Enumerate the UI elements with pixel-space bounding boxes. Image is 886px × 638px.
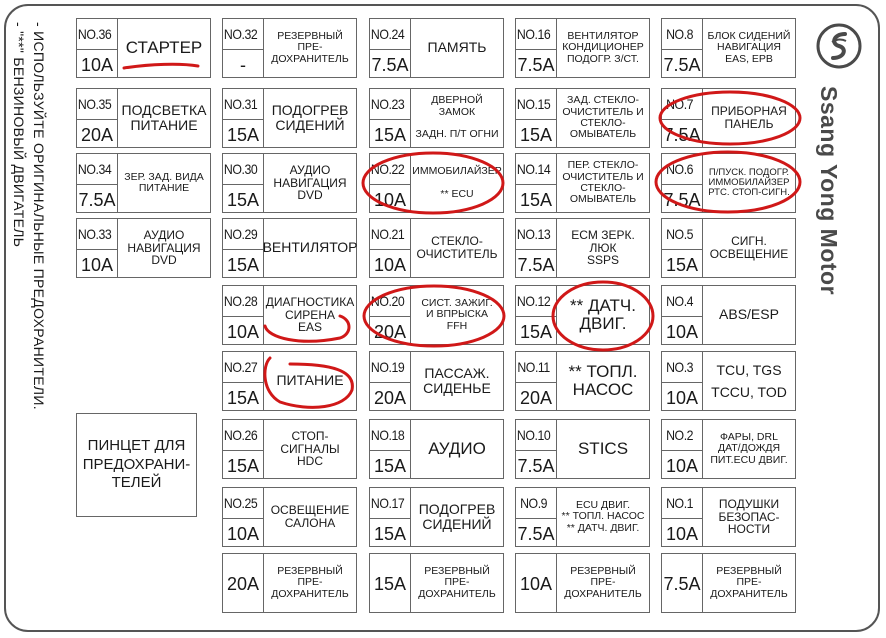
fuse-description: АУДИО: [428, 438, 486, 458]
fuse-amperage: 10A: [370, 184, 410, 214]
fuse-23: [369, 88, 504, 148]
fuse-amperage: 7.5A: [662, 49, 702, 79]
fuse-amperage: 15A: [370, 450, 410, 480]
fuse-17: [369, 487, 504, 547]
fuse-description: ПОДУШКИ БЕЗОПАС- НОСТИ: [718, 496, 780, 537]
fuse-12: [515, 285, 650, 345]
fuse-1: [661, 487, 796, 547]
fuse-description: ЗАД. СТЕКЛО- ОЧИСТИТЕЛЬ И СТЕКЛО- ОМЫВАТЕЛЬ: [562, 94, 644, 141]
fuse-number: NO.7: [666, 96, 694, 112]
fuse-number: NO.18: [370, 427, 405, 443]
fuse-description: ФАРЫ, DRL ДАТ/ДОЖДЯ ПИТ.ECU ДВИГ.: [710, 431, 788, 466]
fuse-description: ECU ДВИГ. ** ТОПЛ. НАСОС ** ДАТЧ. ДВИГ.: [561, 499, 645, 534]
fuse-27: [222, 351, 357, 411]
fuse-amperage: 10A: [519, 574, 553, 594]
fuse-6: [661, 153, 796, 213]
fuse-amperage: 15A: [516, 316, 556, 346]
fuse-number: NO.29: [223, 226, 258, 242]
fuse-16: [515, 18, 650, 78]
fuse-number: NO.35: [77, 96, 112, 112]
fuse-number: NO.9: [520, 495, 548, 511]
fuse-number: NO.11: [517, 359, 550, 375]
fuse-11: [515, 351, 650, 411]
fuse-amperage: 15A: [373, 574, 407, 594]
fuse-number: NO.24: [370, 26, 405, 42]
fuse-number: NO.6: [666, 161, 694, 177]
fuse-36: [76, 18, 211, 78]
fuse-description: РЕЗЕРВНЫЙ ПРЕ- ДОХРАНИТЕЛЬ: [418, 565, 496, 600]
fuse-number: NO.12: [516, 293, 551, 309]
fuse-amperage: 15A: [223, 450, 263, 480]
fuse-14: [515, 153, 650, 213]
fuse-description: АУДИО НАВИГАЦИЯ DVD: [127, 227, 201, 268]
fuse-amperage: 15A: [223, 119, 263, 149]
fuse-amperage: 20A: [370, 382, 410, 412]
fuse-description: СТАРТЕР: [125, 37, 203, 57]
fuse-description: СТЕКЛО- ОЧИСТИТЕЛЬ: [416, 234, 498, 261]
fuse-description: ДВЕРНОЙ ЗАМОК ЗАДН. П/Т ОГНИ: [415, 94, 499, 141]
fuse-description: РЕЗЕРВНЫЙ ПРЕ- ДОХРАНИТЕЛЬ: [564, 565, 642, 600]
fuse-tweezer-slot: ПИНЦЕТ ДЛЯ ПРЕДОХРАНИ- ТЕЛЕЙ: [76, 413, 197, 517]
fuse-number: NO.33: [77, 226, 112, 242]
fuse-5: [661, 218, 796, 278]
fuse-amperage: 7.5A: [662, 119, 702, 149]
fuse-number: NO.16: [516, 26, 551, 42]
gasoline-engine-note: - "**" БЕНЗИНОВЫЙ ДВИГАТЕЛЬ: [11, 22, 27, 248]
fuse-number: NO.27: [223, 359, 258, 375]
fuse-32: [222, 18, 357, 78]
fuse-description: ПАМЯТЬ: [427, 39, 487, 56]
fuse-description: СИСТ. ЗАЖИГ. И ВПРЫСКА FFH: [421, 297, 493, 332]
fuse-amperage: 7.5A: [516, 249, 556, 279]
fuse-26: [222, 419, 357, 479]
fuse-amperage: 10A: [662, 316, 702, 346]
original-fuses-note: - ИСПОЛЬЗУЙТЕ ОРИГИНАЛЬНЫЕ ПРЕДОХРАНИТЕЛИ.: [31, 22, 47, 410]
fuse-28: [222, 285, 357, 345]
fuse-description: ПАССАЖ. СИДЕНЬЕ: [423, 364, 491, 396]
fuse-amperage: 15A: [223, 382, 263, 412]
fuse-amperage: 20A: [370, 316, 410, 346]
fuse-number: NO.31: [223, 96, 258, 112]
spare-fuse-15a: [369, 553, 504, 613]
fuse-number: NO.2: [666, 427, 694, 443]
fuse-15: [515, 88, 650, 148]
fuse-amperage: 15A: [516, 119, 556, 149]
spare-fuse-7-5a: [661, 553, 796, 613]
fuse-amperage: 20A: [226, 574, 260, 594]
fuse-description: П/ПУСК. ПОДОГР. ИММОБИЛАЙЗЕР РТС. СТОП-СИГН.: [708, 166, 790, 199]
spare-fuse-10a: [515, 553, 650, 613]
fuse-amperage: 10A: [662, 518, 702, 548]
fuse-description: ПОДОГРЕВ СИДЕНИЙ: [271, 101, 349, 133]
fuse-amperage: 15A: [370, 119, 410, 149]
fuse-31: [222, 88, 357, 148]
fuse-amperage: 7.5A: [663, 574, 701, 594]
fuse-description: РЕЗЕРВНЫЙ ПРЕ- ДОХРАНИТЕЛЬ: [271, 30, 349, 65]
fuse-description: СИГН. ОСВЕЩЕНИЕ: [709, 234, 789, 261]
fuse-amperage: 15A: [662, 249, 702, 279]
fuse-7: [661, 88, 796, 148]
fuse-number: NO.13: [516, 226, 551, 242]
fuse-amperage: 10A: [662, 450, 702, 480]
fuse-21: [369, 218, 504, 278]
fuse-description: РЕЗЕРВНЫЙ ПРЕ- ДОХРАНИТЕЛЬ: [710, 565, 788, 600]
fuse-number: NO.36: [77, 26, 112, 42]
fuse-description: ПОДСВЕТКА ПИТАНИЕ: [121, 101, 207, 133]
fuse-amperage: 7.5A: [370, 49, 410, 79]
fuse-amperage: 10A: [77, 49, 117, 79]
fuse-number: NO.26: [223, 427, 258, 443]
fuse-amperage: 15A: [223, 249, 263, 279]
fuse-amperage: 10A: [223, 518, 263, 548]
fuse-amperage: 10A: [662, 382, 702, 412]
fuse-description: ** ДАТЧ. ДВИГ.: [570, 295, 636, 333]
fuse-30: [222, 153, 357, 213]
fuse-34: [76, 153, 211, 213]
fuse-number: NO.34: [77, 161, 112, 177]
fuse-number: NO.8: [666, 26, 694, 42]
fuse-amperage: 15A: [223, 184, 263, 214]
fuse-number: NO.32: [223, 26, 258, 42]
fuse-description: ДИАГНОСТИКА СИРЕНА EAS: [265, 294, 355, 335]
fuse-description: ВЕНТИЛЯТОР КОНДИЦИОНЕР ПОДОГР. З/СТ.: [562, 30, 644, 65]
fuse-description: ОСВЕЩЕНИЕ САЛОНА: [270, 503, 350, 530]
fuse-number: NO.4: [666, 293, 694, 309]
fuse-number: NO.22: [370, 161, 405, 177]
fuse-29: [222, 218, 357, 278]
fuse-description: ЗЕР. ЗАД. ВИДА ПИТАНИЕ: [124, 170, 204, 194]
fuse-20: [369, 285, 504, 345]
fuse-description: ПЕР. СТЕКЛО- ОЧИСТИТЕЛЬ И СТЕКЛО- ОМЫВАТЕЛЬ: [562, 159, 644, 206]
fuse-22: [369, 153, 504, 213]
fuse-number: NO.15: [516, 96, 551, 112]
fuse-number: NO.30: [223, 161, 258, 177]
fuse-25: [222, 487, 357, 547]
fuse-amperage: 10A: [370, 249, 410, 279]
fuse-amperage: 7.5A: [662, 184, 702, 214]
fuse-amperage: 7.5A: [516, 49, 556, 79]
fuse-description: СТОП-СИГНАЛЫ HDC: [280, 428, 340, 469]
fuse-description: ПОДОГРЕВ СИДЕНИЙ: [418, 500, 496, 532]
fuse-amperage: 20A: [77, 119, 117, 149]
fuse-10: [515, 419, 650, 479]
fuse-description: STICS: [577, 438, 629, 458]
fuse-number: NO.25: [223, 495, 258, 511]
fuse-amperage: 15A: [370, 518, 410, 548]
fuse-24: [369, 18, 504, 78]
fuse-description: АУДИО НАВИГАЦИЯ DVD: [273, 162, 347, 203]
fuse-number: NO.14: [516, 161, 551, 177]
fuse-number: NO.21: [370, 226, 405, 242]
fuse-description: БЛОК СИДЕНИЙ НАВИГАЦИЯ EAS, EPB: [707, 30, 791, 65]
fuse-number: NO.17: [370, 495, 405, 511]
fuse-amperage: 20A: [516, 382, 556, 412]
fuse-description: ВЕНТИЛЯТОР: [262, 239, 358, 256]
fuse-number: NO.3: [666, 359, 694, 375]
fuse-8: [661, 18, 796, 78]
fuse-description: РЕЗЕРВНЫЙ ПРЕ- ДОХРАНИТЕЛЬ: [271, 565, 349, 600]
fuse-description: TCU, TGS TCCU, TOD: [711, 361, 787, 400]
fuse-amperage: 7.5A: [516, 450, 556, 480]
fuse-amperage: 15A: [516, 184, 556, 214]
fuse-number: NO.10: [516, 427, 551, 443]
fuse-description: ECM ЗЕРК. ЛЮК SSPS: [571, 227, 635, 268]
fuse-amperage: 7.5A: [516, 518, 556, 548]
fuse-3: [661, 351, 796, 411]
brand-name: Ssang Yong Motor: [816, 86, 842, 296]
fuse-number: NO.19: [370, 359, 405, 375]
fuse-13: [515, 218, 650, 278]
fuse-number: NO.5: [666, 226, 694, 242]
fuse-19: [369, 351, 504, 411]
fuse-description: ABS/ESP: [719, 306, 779, 323]
fuse-number: NO.1: [666, 495, 694, 511]
fuse-amperage: -: [223, 49, 263, 79]
ssangyong-logo-icon: [815, 22, 863, 70]
fuse-9: [515, 487, 650, 547]
fuse-2: [661, 419, 796, 479]
fuse-4: [661, 285, 796, 345]
fuse-35: [76, 88, 211, 148]
fuse-description: ** ТОПЛ. НАСОС: [568, 361, 638, 399]
fuse-amperage: 10A: [77, 249, 117, 279]
fuse-number: NO.20: [370, 293, 405, 309]
fuse-33: [76, 218, 211, 278]
fuse-description: ПРИБОРНАЯ ПАНЕЛЬ: [711, 104, 787, 131]
fuse-description: ПИТАНИЕ: [276, 372, 344, 389]
fuse-18: [369, 419, 504, 479]
fuse-amperage: 7.5A: [77, 184, 117, 214]
spare-fuse-20a: [222, 553, 357, 613]
fuse-amperage: 10A: [223, 316, 263, 346]
fuse-description: ИММОБИЛАЙЗЕР ** ECU: [412, 165, 502, 200]
fuse-number: NO.23: [370, 96, 405, 112]
fuse-number: NO.28: [223, 293, 258, 309]
